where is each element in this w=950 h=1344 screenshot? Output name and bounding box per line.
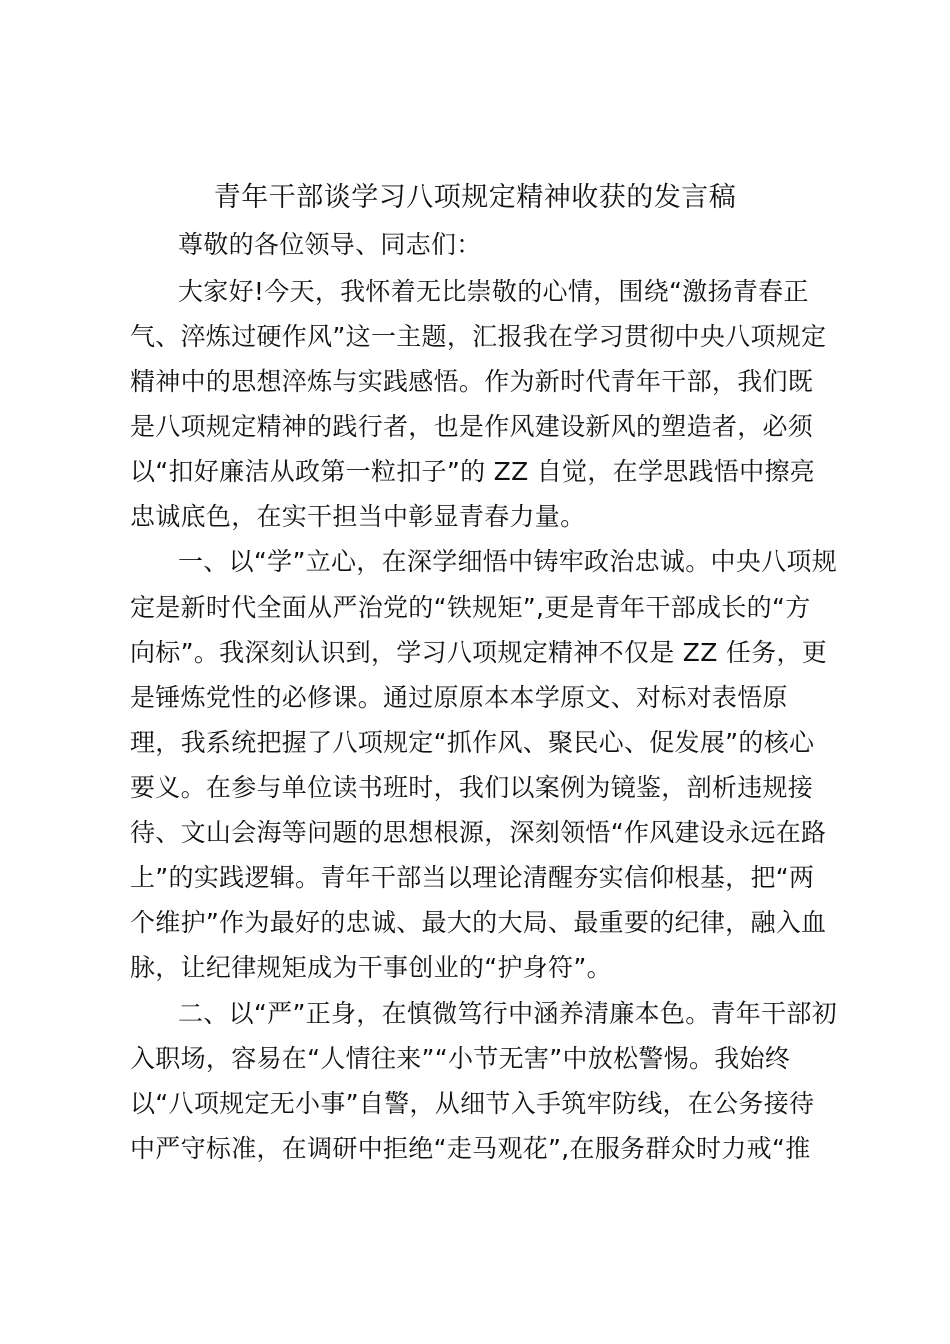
paragraph-line: 是锤炼党性的必修课。通过原原本本学原文、对标对表悟原 — [130, 683, 788, 712]
paragraph-line: 理，我系统把握了八项规定“抓作风、聚民心、促发展”的核心 — [130, 728, 815, 757]
paragraph-line: 待、文山会海等问题的思想根源，深刻领悟“作风建设永远在路 — [130, 818, 827, 847]
paragraph-line: 中严守标准，在调研中拒绝“走马观花”,在服务群众时力戒“推 — [130, 1134, 811, 1163]
paragraph-line: 以“扣好廉洁从政第一粒扣子”的 ZZ 自觉，在学思践悟中擦亮 — [130, 457, 816, 486]
paragraph-line: 上”的实践逻辑。青年干部当以理论清醒夯实信仰根基，把“两 — [130, 863, 815, 892]
paragraph-line: 以“八项规定无小事”自警，从细节入手筑牢防线，在公务接待 — [130, 1089, 815, 1118]
paragraph-line: 是八项规定精神的践行者，也是作风建设新风的塑造者，必须 — [130, 412, 814, 441]
paragraph-line: 一、以“学”立心，在深学细悟中铸牢政治忠诚。中央八项规 — [178, 547, 838, 576]
paragraph-line: 大家好!今天，我怀着无比崇敬的心情，围绕“激扬青春正 — [178, 277, 809, 306]
paragraph-line: 要义。在参与单位读书班时，我们以案例为镜鉴，剖析违规接 — [130, 773, 814, 802]
paragraph-line: 忠诚底色，在实干担当中彰显青春力量。 — [130, 502, 586, 531]
paragraph-line: 向标”。我深刻认识到，学习八项规定精神不仅是 ZZ 任务，更 — [130, 638, 828, 667]
paragraph-line: 个维护”作为最好的忠诚、最大的大局、最重要的纪律，融入血 — [130, 908, 827, 937]
salutation: 尊敬的各位领导、同志们： — [178, 230, 482, 259]
paragraph-line: 精神中的思想淬炼与实践感悟。作为新时代青年干部，我们既 — [130, 367, 814, 396]
paragraph-line: 定是新时代全面从严治党的“铁规矩”,更是青年干部成长的“方 — [130, 593, 811, 622]
paragraph-line: 入职场，容易在“人情往来”“小节无害”中放松警惕。我始终 — [130, 1044, 791, 1073]
paragraph-line: 脉，让纪律规矩成为干事创业的“护身符”。 — [130, 953, 612, 982]
document-title: 青年干部谈学习八项规定精神收获的发言稿 — [213, 182, 737, 213]
paragraph-line: 气、淬炼过硬作风”这一主题，汇报我在学习贯彻中央八项规定 — [130, 322, 827, 351]
paragraph-line: 二、以“严”正身，在慎微笃行中涵养清廉本色。青年干部初 — [178, 999, 838, 1028]
